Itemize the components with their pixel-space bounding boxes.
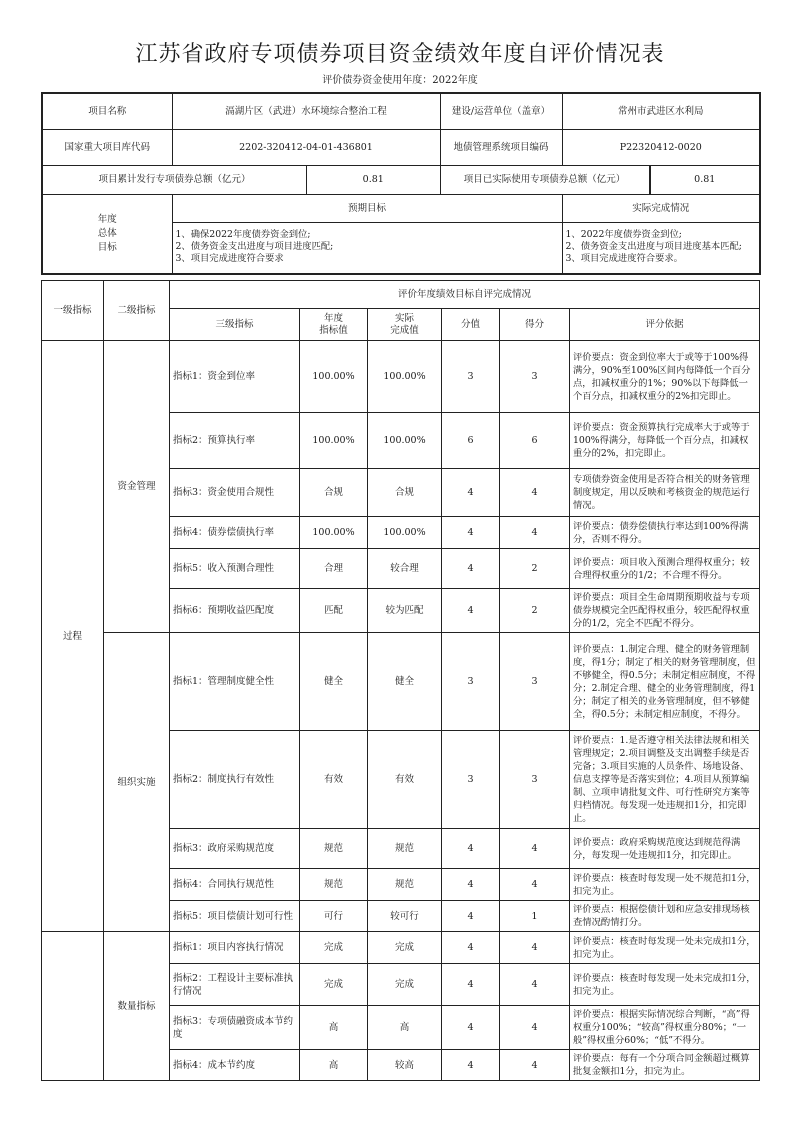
row-name: 指标4：合同执行规范性 (170, 869, 300, 901)
row-actual: 有效 (368, 731, 442, 829)
actual-goal-3: 3、项目完成进度符合要求。 (565, 252, 683, 264)
row-target: 可行 (300, 901, 368, 932)
row-basis: 评价要点：核查时每发现一处不规范扣1分，扣完为止。 (570, 869, 760, 901)
row-basis: 评价要点：债券偿债执行率达到100%得满分，否则不得分。 (570, 517, 760, 549)
row-actual: 健全 (368, 633, 442, 731)
row-name: 指标2：工程设计主要标准执行情况 (170, 964, 300, 1006)
row-actual: 合规 (368, 469, 442, 517)
unit-label: 建设/运营单位（盖章） (440, 93, 562, 129)
row-target: 高 (300, 1050, 368, 1081)
col-basis: 评分依据 (570, 309, 760, 341)
col-score: 得分 (500, 309, 570, 341)
row-name: 指标6：预期收益匹配度 (170, 589, 300, 633)
row-actual: 较可行 (368, 901, 442, 932)
col-weight: 分值 (442, 309, 500, 341)
goals-label-text: 年度 总体 目标 (97, 213, 117, 253)
row-score: 4 (500, 829, 570, 869)
code-value: 2202-320412-04-01-436801 (172, 129, 440, 165)
unit-value: 常州市武进区水利局 (562, 93, 760, 129)
row-target: 合理 (300, 549, 368, 589)
expected-goal-3: 3、项目完成进度符合要求 (175, 252, 284, 264)
row-target: 100.00% (300, 341, 368, 413)
row-weight: 4 (442, 1050, 500, 1081)
local-code-label: 地债管理系统项目编码 (440, 129, 562, 165)
row-score: 6 (500, 413, 570, 469)
row-weight: 4 (442, 1006, 500, 1050)
row-target: 完成 (300, 932, 368, 964)
row-score: 3 (500, 731, 570, 829)
row-score: 3 (500, 341, 570, 413)
actual-goals (562, 222, 760, 274)
row-basis: 评价要点：项目全生命周期预期收益与专项债券规模完全匹配得权重分，较匹配得权重分的1/2，完全不匹配不得分。 (570, 589, 760, 633)
goals-row-label (42, 194, 172, 274)
col-level2: 二级指标 (104, 281, 170, 341)
row-target: 有效 (300, 731, 368, 829)
row-weight: 4 (442, 932, 500, 964)
indicator-table (41, 280, 760, 1081)
col-target: 年度 指标值 (300, 309, 368, 341)
row-actual: 100.00% (368, 341, 442, 413)
row-name: 指标1：项目内容执行情况 (170, 932, 300, 964)
row-name: 指标1：资金到位率 (170, 341, 300, 413)
row-weight: 6 (442, 413, 500, 469)
row-name: 指标3：专项债融资成本节约度 (170, 1006, 300, 1050)
row-basis: 评价要点：每有一个分项合同金额超过概算批复金额扣1分，扣完为止。 (570, 1050, 760, 1081)
row-weight: 4 (442, 517, 500, 549)
row-weight: 4 (442, 964, 500, 1006)
row-target: 高 (300, 1006, 368, 1050)
row-weight: 3 (442, 341, 500, 413)
issued-value: 0.81 (362, 174, 384, 185)
row-score: 4 (500, 1006, 570, 1050)
row-basis: 评价要点：1.制定合理、健全的财务管理制度，得1分；制定了相关的财务管理制度，但不够健全，得0.5分；未制定相应制度，不得分；2.制定合理、健全的业务管理制度，得1分；制定了相关的业务管理制度，但不够健全，得0.5分；未制定相应制度，不得分。 (570, 633, 760, 731)
row-score: 3 (500, 633, 570, 731)
page-subtitle: 评价债券资金使用年度：2022年度 (322, 75, 478, 86)
row-score: 4 (500, 469, 570, 517)
row-weight: 4 (442, 901, 500, 932)
row-actual: 100.00% (368, 413, 442, 469)
row-target: 规范 (300, 829, 368, 869)
row-score: 1 (500, 901, 570, 932)
section-quantity: 数量指标 (104, 932, 170, 1081)
row-basis: 评价要点：政府采购规范度达到规范得满分，每发现一处违规扣1分，扣完即止。 (570, 829, 760, 869)
row-basis: 评价要点：核查时每发现一处未完成扣1分，扣完为止。 (570, 964, 760, 1006)
col-actual: 实际 完成值 (368, 309, 442, 341)
row-actual: 较为匹配 (368, 589, 442, 633)
row-basis: 评价要点：资金到位率大于或等于100%得满分，90%至100%区间内每降低一个百分点，扣减权重分的1%；90%以下每降低一个百分点，扣减权重分的2%扣完即止。 (570, 341, 760, 413)
row-actual: 规范 (368, 829, 442, 869)
col-group: 评价年度绩效目标自评完成情况 (170, 281, 760, 309)
row-score: 4 (500, 869, 570, 901)
expected-goal-1: 1、确保2022年度债券资金到位; (175, 228, 311, 240)
row-weight: 3 (442, 731, 500, 829)
row-actual: 完成 (368, 932, 442, 964)
table-row (42, 633, 760, 731)
row-name: 指标2：预算执行率 (170, 413, 300, 469)
row-score: 2 (500, 589, 570, 633)
row-name: 指标5：项目偿债计划可行性 (170, 901, 300, 932)
row-basis: 评价要点：根据实际情况综合判断，“高”得权重分100%；“较高”得权重分80%；“一般”得权重分60%；“低”不得分。 (570, 1006, 760, 1050)
row-actual: 规范 (368, 869, 442, 901)
actual-goal-2: 2、债务资金支出进度与项目进度基本匹配; (565, 240, 742, 252)
row-target: 100.00% (300, 517, 368, 549)
table-row (42, 341, 760, 413)
issued-cell (42, 165, 440, 194)
row-actual: 完成 (368, 964, 442, 1006)
row-target: 100.00% (300, 413, 368, 469)
row-actual: 较高 (368, 1050, 442, 1081)
page-title: 江苏省政府专项债券项目资金绩效年度自评价情况表 (135, 42, 665, 67)
table-row (42, 932, 760, 964)
row-name: 指标5：收入预测合理性 (170, 549, 300, 589)
row-basis: 评价要点：资金预算执行完成率大于或等于100%得满分，每降低一个百分点，扣减权重分的2%，扣完即止。 (570, 413, 760, 469)
expected-goals (172, 222, 562, 274)
row-actual: 较合理 (368, 549, 442, 589)
row-name: 指标4：成本节约度 (170, 1050, 300, 1081)
row-basis: 评价要点：核查时每发现一处未完成扣1分，扣完为止。 (570, 932, 760, 964)
row-score: 4 (500, 932, 570, 964)
local-code-value: P22320412-0020 (562, 129, 760, 165)
row-basis: 专项债券资金使用是否符合相关的财务管理制度规定，用以反映和考核资金的规范运行情况。 (570, 469, 760, 517)
row-target: 合规 (300, 469, 368, 517)
row-weight: 4 (442, 829, 500, 869)
row-basis: 评价要点：1.是否遵守相关法律法规和相关管理规定；2.项目调整及支出调整手续是否完备；3.项目实施的人员条件、场地设备、信息支撑等是否落实到位；4.项目从预算编制、立项申请批复文件、可行性研究方案等归档情况。每发现一处违规扣1分，扣完即止。 (570, 731, 760, 829)
row-name: 指标4：债券偿债执行率 (170, 517, 300, 549)
code-label: 国家重大项目库代码 (42, 129, 172, 165)
expected-goal-2: 2、债务资金支出进度与项目进度匹配; (175, 240, 334, 252)
col-level1: 一级指标 (42, 281, 104, 341)
issued-label: 项目累计发行专项债券总额（亿元） (43, 166, 307, 194)
row-target: 匹配 (300, 589, 368, 633)
row-score: 4 (500, 964, 570, 1006)
row-weight: 4 (442, 469, 500, 517)
row-name: 指标3：政府采购规范度 (170, 829, 300, 869)
row-score: 4 (500, 517, 570, 549)
project-name-label: 项目名称 (42, 93, 172, 129)
row-name: 指标2：制度执行有效性 (170, 731, 300, 829)
expected-goal-header (172, 194, 562, 222)
actual-goal-label: 实际完成情况 (562, 194, 760, 222)
row-basis: 评价要点：根据偿债计划和应急安排现场核查情况酌情打分。 (570, 901, 760, 932)
row-basis: 评价要点：项目收入预测合理得权重分；较合理得权重分的1/2；不合理不得分。 (570, 549, 760, 589)
row-weight: 4 (442, 589, 500, 633)
section-funds: 资金管理 (104, 341, 170, 633)
actual-goal-1: 1、2022年度债券资金到位; (565, 228, 682, 240)
row-actual: 高 (368, 1006, 442, 1050)
row-target: 规范 (300, 869, 368, 901)
row-target: 完成 (300, 964, 368, 1006)
section-org: 组织实施 (104, 633, 170, 932)
project-info-table (41, 92, 761, 275)
section-process: 过程 (42, 341, 104, 932)
project-name-value: 滆湖片区（武进）水环境综合整治工程 (172, 93, 440, 129)
row-score: 2 (500, 549, 570, 589)
row-weight: 3 (442, 633, 500, 731)
row-weight: 4 (442, 869, 500, 901)
section-output (42, 932, 104, 1081)
row-name: 指标1：管理制度健全性 (170, 633, 300, 731)
row-target: 健全 (300, 633, 368, 731)
row-name: 指标3：资金使用合规性 (170, 469, 300, 517)
expected-goal-label: 预期目标 (347, 202, 386, 214)
used-label: 项目已实际使用专项债券总额（亿元） (441, 166, 650, 194)
used-label-cell (440, 165, 650, 194)
col-level3: 三级指标 (170, 309, 300, 341)
row-weight: 4 (442, 549, 500, 589)
row-score: 4 (500, 1050, 570, 1081)
row-actual: 100.00% (368, 517, 442, 549)
used-value: 0.81 (650, 165, 760, 194)
